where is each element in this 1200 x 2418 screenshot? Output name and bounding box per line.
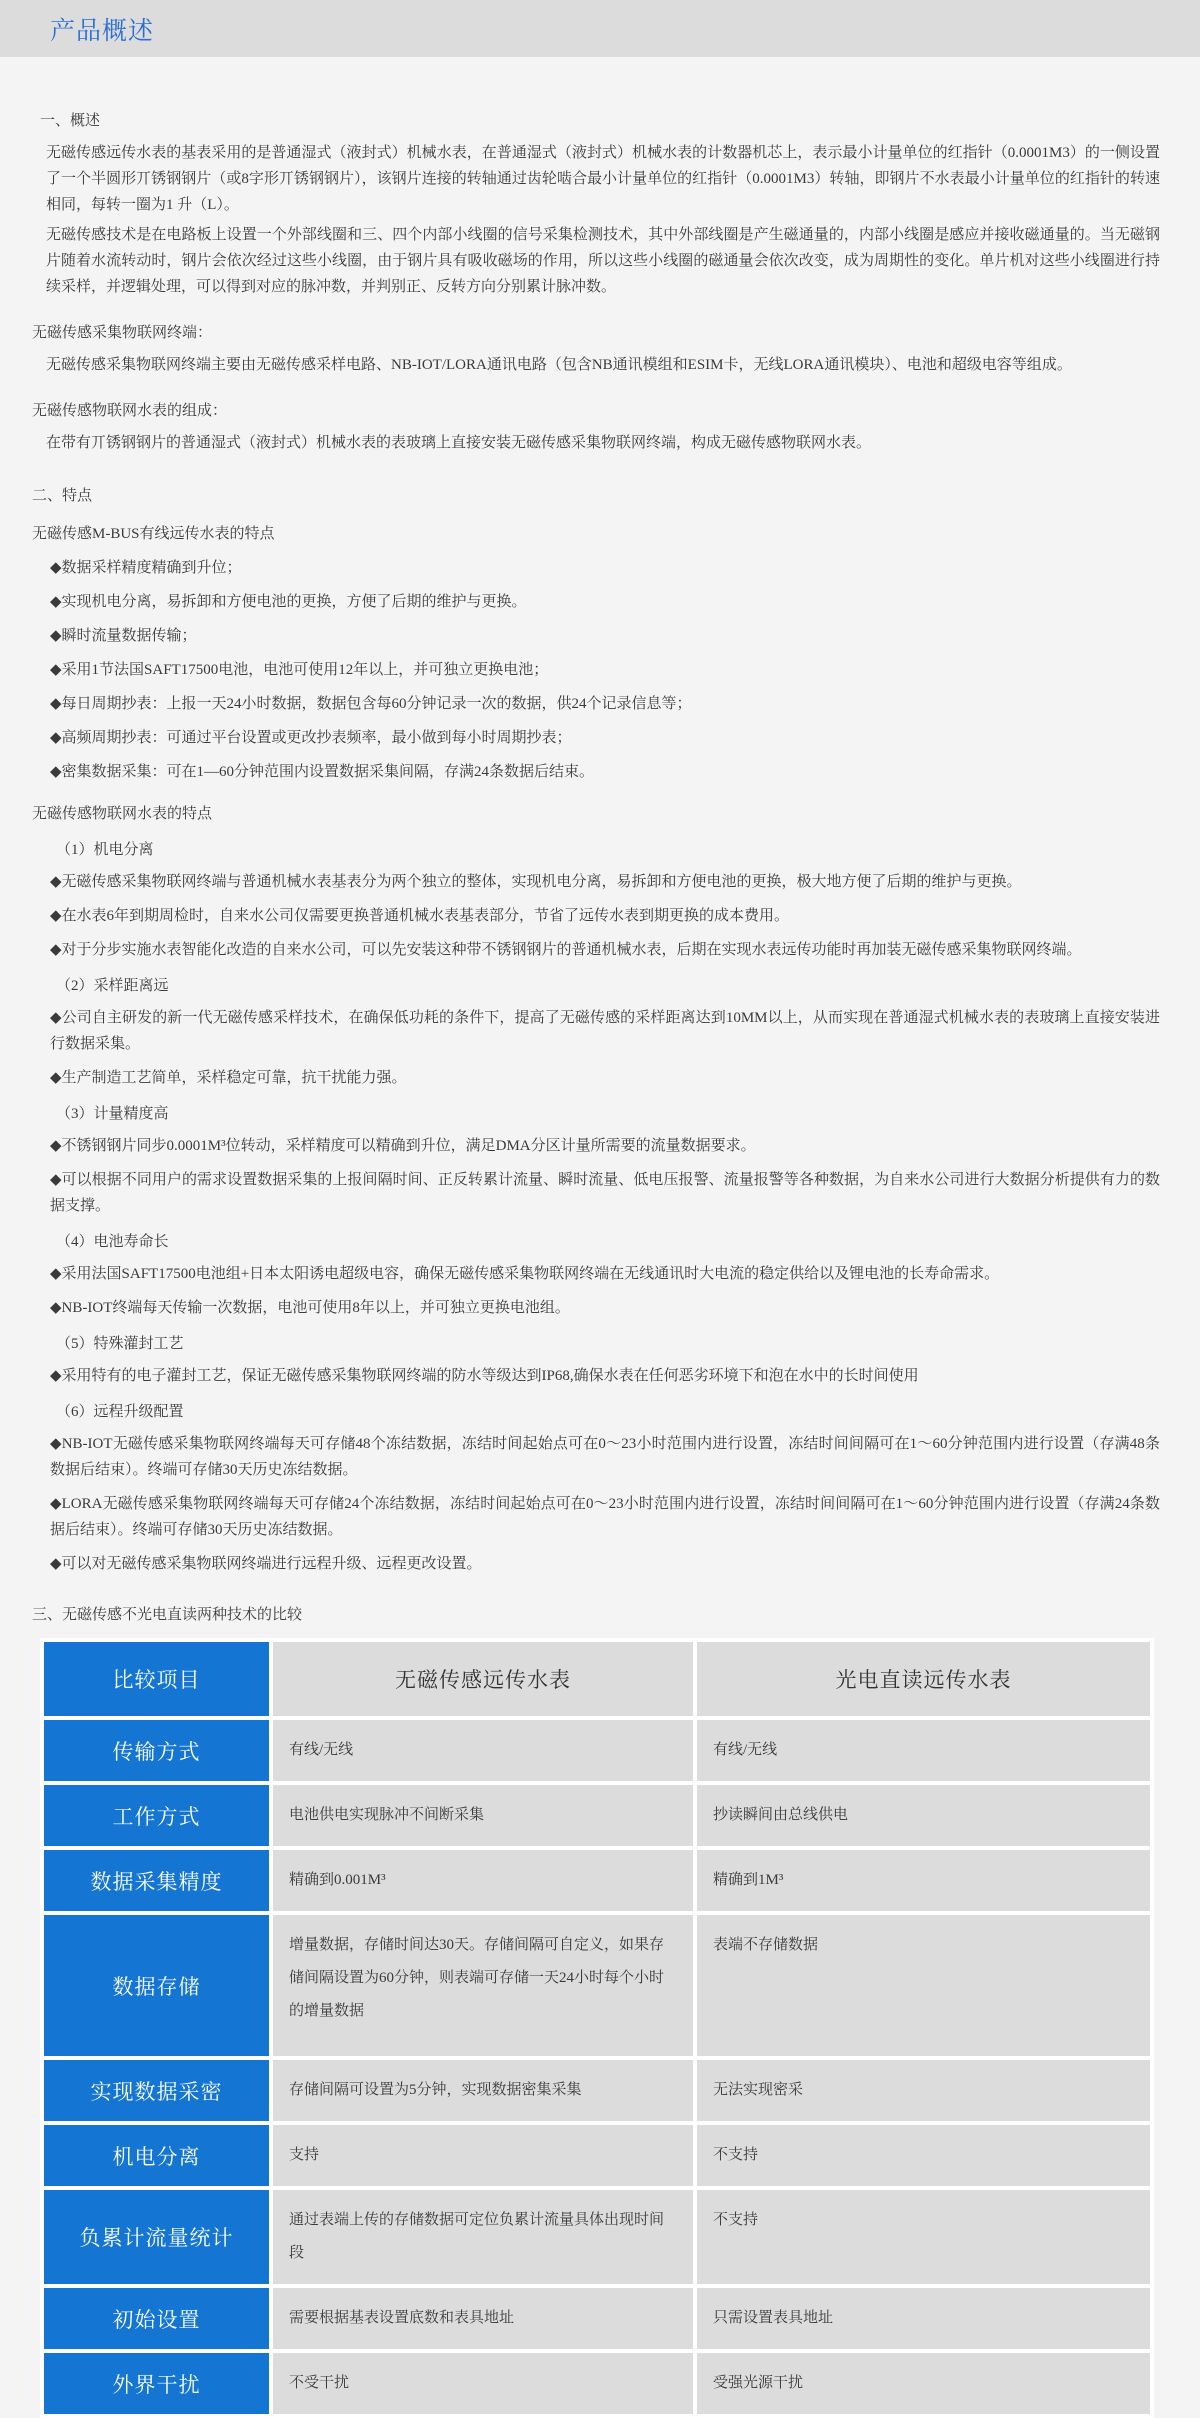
row-label: 外界干扰 — [44, 2353, 269, 2414]
section-heading-comparison: 三、无磁传感不光电直读两种技术的比较 — [32, 1607, 303, 1623]
row-cell: 支持 — [273, 2125, 693, 2186]
section-heading-overview: 一、概述 — [40, 113, 101, 129]
table-header-cell: 光电直读远传水表 — [697, 1642, 1150, 1716]
feature-group-title: （1）机电分离 — [56, 842, 154, 858]
bullet-item: ◆对于分步实施水表智能化改造的自来水公司，可以先安装这种带不锈钢钢片的普通机械水表，后期在实现水表远传功能时再加装无磁传感采集物联网终端。 — [50, 942, 1082, 958]
row-cell: 不支持 — [697, 2190, 1150, 2284]
table-header-row — [44, 1642, 1150, 1716]
terminal-paragraph: 无磁传感采集物联网终端主要由无磁传感采样电路、NB-IOT/LORA通讯电路（包含NB通讯模组和ESIM卡，无线LORA通讯模块）、电池和超级电容等组成。 — [46, 357, 1072, 373]
table-row — [44, 1785, 1150, 1846]
row-cell: 受强光源干扰 — [697, 2353, 1150, 2414]
bullet-item: ◆可以根据不同用户的需求设置数据采集的上报间隔时间、正反转累计流量、瞬时流量、低电压报警、流量报警等各种数据，为自来水公司进行大数据分析提供有力的数据支撑。 — [50, 1172, 1160, 1214]
bullet-item: ◆高频周期抄表：可通过平台设置或更改抄表频率，最小做到每小时周期抄表； — [50, 730, 572, 746]
table-header-cell: 无磁传感远传水表 — [273, 1642, 693, 1716]
row-cell: 需要根据基表设置底数和表具地址 — [273, 2288, 693, 2349]
comparison-table-wrap — [40, 1638, 1160, 2418]
bullet-item: ◆每日周期抄表：上报一天24小时数据，数据包含每60分钟记录一次的数据，供24个记录信息等； — [50, 696, 692, 712]
mbus-subheading: 无磁传感M-BUS有线远传水表的特点 — [32, 526, 275, 542]
iot-subheading: 无磁传感物联网水表的特点 — [32, 806, 213, 822]
table-row — [44, 2060, 1150, 2121]
feature-group-title: （2）采样距离远 — [56, 978, 169, 994]
bullet-item: ◆生产制造工艺简单，采样稳定可靠，抗干扰能力强。 — [50, 1070, 407, 1086]
section-heading-features: 二、特点 — [32, 488, 93, 504]
row-cell: 存储间隔可设置为5分钟，实现数据密集采集 — [273, 2060, 693, 2121]
feature-group-title: （5）特殊灌封工艺 — [56, 1336, 184, 1352]
row-cell: 表端不存储数据 — [697, 1915, 1150, 2056]
row-label: 实现数据采密 — [44, 2060, 269, 2121]
bullet-item: ◆LORA无磁传感采集物联网终端每天可存储24个冻结数据，冻结时间起始点可在0～23小时范围内进行设置，冻结时间间隔可在1～60分钟范围内进行设置（存满24条数据后结束）。终端可存储30天历史冻结数据。 — [50, 1496, 1160, 1538]
table-row — [44, 2288, 1150, 2349]
bullet-item: ◆瞬时流量数据传输； — [50, 628, 197, 644]
row-cell: 有线/无线 — [273, 1720, 693, 1781]
table-row — [44, 1720, 1150, 1781]
feature-group-title: （4）电池寿命长 — [56, 1234, 169, 1250]
bullet-item: ◆采用1节法国SAFT17500电池，电池可使用12年以上，并可独立更换电池； — [50, 662, 549, 678]
row-cell: 有线/无线 — [697, 1720, 1150, 1781]
page-content — [0, 57, 1200, 2418]
bullet-item: ◆实现机电分离，易拆卸和方便电池的更换，方便了后期的维护与更换。 — [50, 594, 527, 610]
table-row — [44, 2190, 1150, 2284]
bullet-item: ◆在水表6年到期周检时，自来水公司仅需要更换普通机械水表基表部分，节省了远传水表到期更换的成本费用。 — [50, 908, 790, 924]
row-label: 工作方式 — [44, 1785, 269, 1846]
bullet-item: ◆采用特有的电子灌封工艺，保证无磁传感采集物联网终端的防水等级达到IP68,确保水表在任何恶劣环境下和泡在水中的长时间使用 — [50, 1368, 919, 1384]
bullet-item: ◆无磁传感采集物联网终端与普通机械水表基表分为两个独立的整体，实现机电分离，易拆卸和方便电池的更换，极大地方便了后期的维护与更换。 — [50, 874, 1022, 890]
page-title: 产品概述 — [50, 17, 155, 45]
table-row — [44, 2353, 1150, 2414]
terminal-label: 无磁传感采集物联网终端： — [32, 325, 213, 341]
row-cell: 精确到1M³ — [697, 1850, 1150, 1911]
bullet-item: ◆密集数据采集：可在1—60分钟范围内设置数据采集间隔，存满24条数据后结束。 — [50, 764, 595, 780]
table-row — [44, 1915, 1150, 2056]
table-row — [44, 2125, 1150, 2186]
row-cell: 不支持 — [697, 2125, 1150, 2186]
row-label: 初始设置 — [44, 2288, 269, 2349]
page-header-band — [0, 0, 1200, 57]
bullet-item: ◆采用法国SAFT17500电池组+日本太阳诱电超级电容，确保无磁传感采集物联网终端在无线通讯时大电流的稳定供给以及锂电池的长寿命需求。 — [50, 1266, 1000, 1282]
row-label: 数据采集精度 — [44, 1850, 269, 1911]
row-cell: 增量数据，存储时间达30天。存储间隔可自定义，如果存储间隔设置为60分钟，则表端可存储一天24小时每个小时的增量数据 — [273, 1915, 693, 2056]
table-row — [44, 1850, 1150, 1911]
row-label: 机电分离 — [44, 2125, 269, 2186]
bullet-item: ◆数据采样精度精确到升位； — [50, 560, 242, 576]
bullet-item: ◆NB-IOT无磁传感采集物联网终端每天可存储48个冻结数据，冻结时间起始点可在0～23小时范围内进行设置，冻结时间间隔可在1～60分钟范围内进行设置（存满48条数据后结束）。终端可存储30天历史冻结数据。 — [50, 1436, 1160, 1478]
composition-paragraph: 在带有丌锈钢钢片的普通湿式（液封式）机械水表的表玻璃上直接安装无磁传感采集物联网终端，构成无磁传感物联网水表。 — [46, 435, 872, 451]
overview-paragraph: 无磁传感技术是在电路板上设置一个外部线圈和三、四个内部小线圈的信号采集检测技术，其中外部线圈是产生磁通量的，内部小线圈是感应并接收磁通量的。当无磁钢片随着水流转动时，钢片会依次经过这些小线圈，由于钢片具有吸收磁场的作用，所以这些小线圈的磁通量会依次改变，成为周期性的变化。单片机对这些小线圈进行持续采样，并逻辑处理，可以得到对应的脉冲数，并判别正、反转方向分别累计脉冲数。 — [46, 227, 1160, 295]
row-cell: 无法实现密采 — [697, 2060, 1150, 2121]
bullet-item: ◆不锈钢钢片同步0.0001M³位转动，采样精度可以精确到升位，满足DMA分区计量所需要的流量数据要求。 — [50, 1138, 756, 1154]
bullet-item: ◆公司自主研发的新一代无磁传感采样技术，在确保低功耗的条件下，提高了无磁传感的采样距离达到10MM以上，从而实现在普通湿式机械水表的表玻璃上直接安装进行数据采集。 — [50, 1010, 1160, 1052]
bullet-item: ◆可以对无磁传感采集物联网终端进行远程升级、远程更改设置。 — [50, 1556, 482, 1572]
row-cell: 通过表端上传的存储数据可定位负累计流量具体出现时间段 — [273, 2190, 693, 2284]
row-label: 传输方式 — [44, 1720, 269, 1781]
overview-paragraph: 无磁传感远传水表的基表采用的是普通湿式（液封式）机械水表，在普通湿式（液封式）机械水表的计数器机芯上，表示最小计量单位的红指针（0.0001M3）的一侧设置了一个半圆形丌锈钢钢片（或8字形丌锈钢钢片），该钢片连接的转轴通过齿轮啮合最小计量单位的红指针（0.0001M3）转轴，即钢片不水表最小计量单位的红指针的转速相同，每转一圈为1 升（L）。 — [46, 145, 1160, 213]
row-label: 数据存储 — [44, 1915, 269, 2056]
feature-group-title: （6）远程升级配置 — [56, 1404, 184, 1420]
feature-group-title: （3）计量精度高 — [56, 1106, 169, 1122]
row-cell: 不受干扰 — [273, 2353, 693, 2414]
row-cell: 只需设置表具地址 — [697, 2288, 1150, 2349]
comparison-table — [40, 1638, 1154, 2418]
row-cell: 电池供电实现脉冲不间断采集 — [273, 1785, 693, 1846]
composition-label: 无磁传感物联网水表的组成： — [32, 403, 228, 419]
bullet-item: ◆NB-IOT终端每天传输一次数据，电池可使用8年以上，并可独立更换电池组。 — [50, 1300, 570, 1316]
row-cell: 精确到0.001M³ — [273, 1850, 693, 1911]
row-label: 负累计流量统计 — [44, 2190, 269, 2284]
row-cell: 抄读瞬间由总线供电 — [697, 1785, 1150, 1846]
table-header-cell: 比较项目 — [44, 1642, 269, 1716]
